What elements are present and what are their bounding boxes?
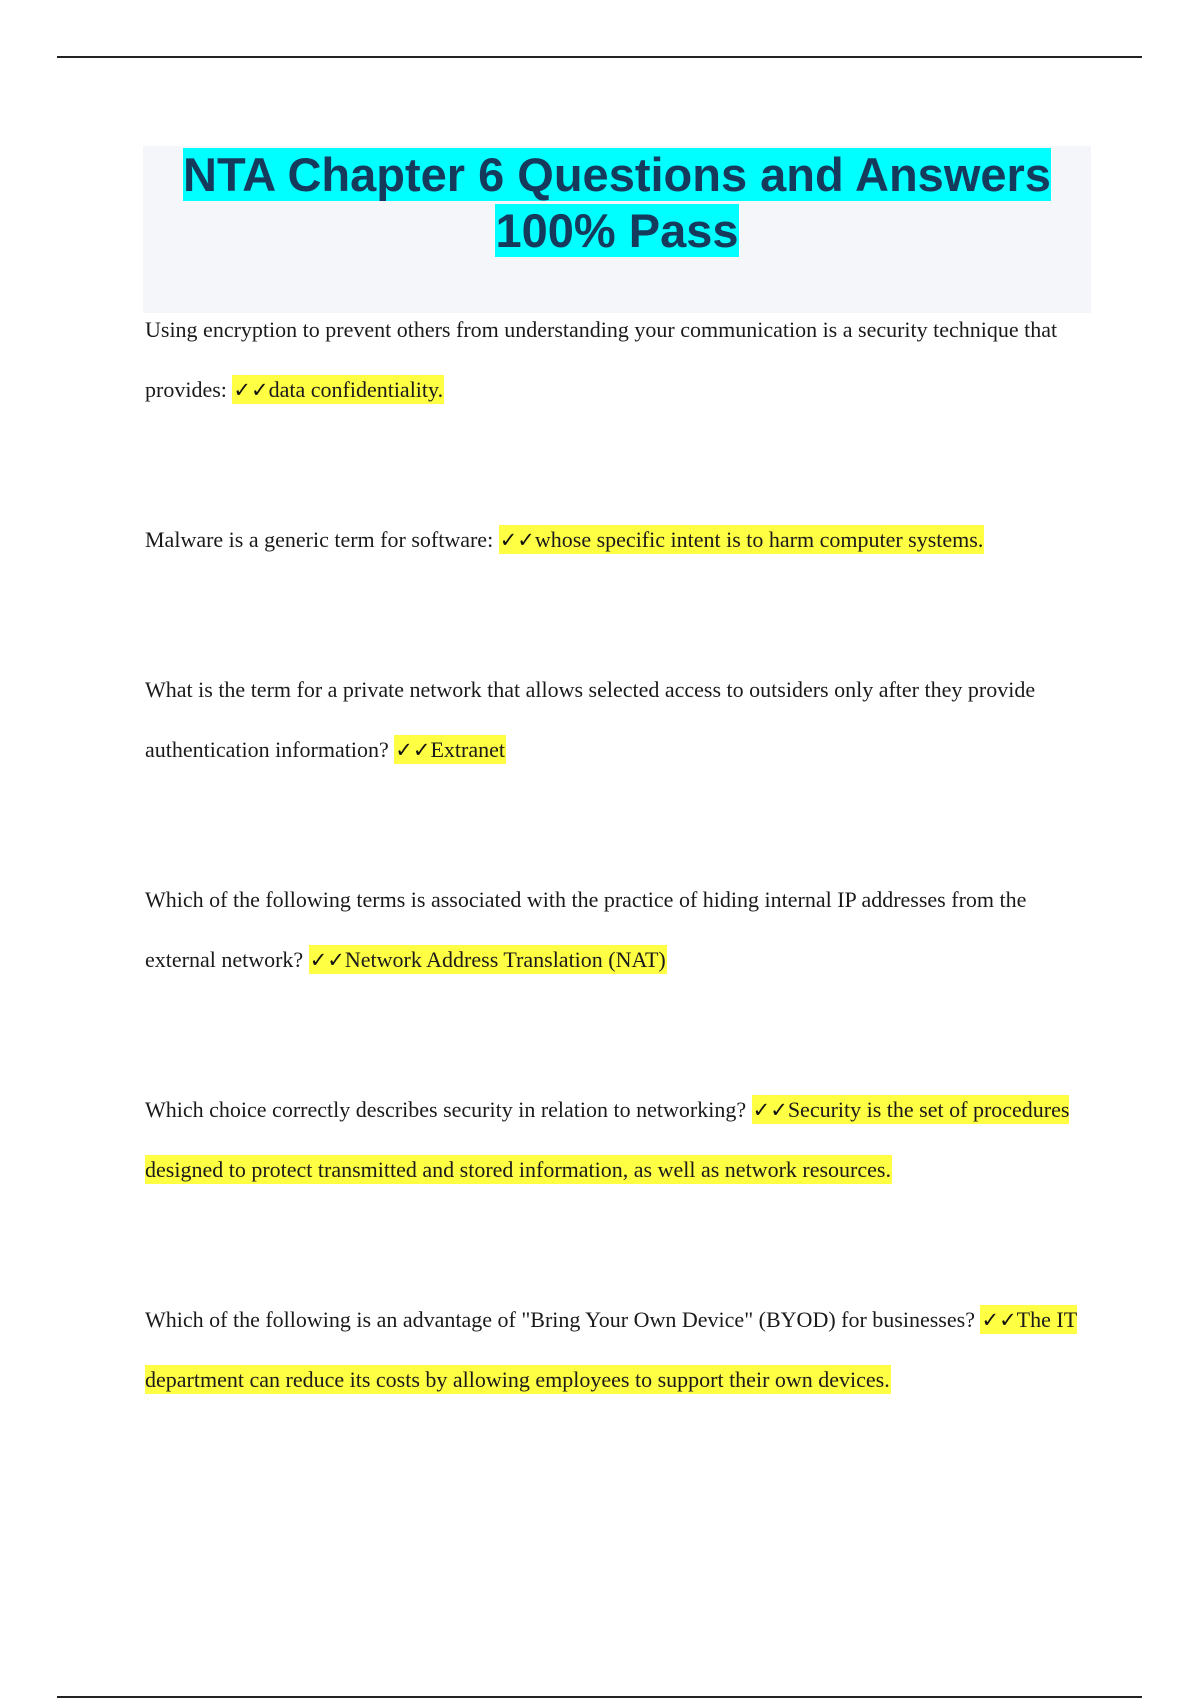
double-check-icon: ✓✓: [981, 1308, 1017, 1332]
answer-highlight: [232, 375, 444, 404]
question-text: Using encryption to prevent others from understanding your communication is a security technique that provides:: [145, 317, 1058, 402]
double-check-icon: ✓✓: [309, 948, 345, 972]
qa-item: [145, 300, 1095, 420]
answer-text: whose specific intent is to harm computer systems.: [534, 527, 984, 552]
question-text: Which of the following is an advantage of "Bring Your Own Device" (BYOD) for businesses?: [145, 1307, 975, 1332]
qa-item: [145, 1080, 1095, 1200]
answer-text: data confidentiality.: [268, 377, 444, 402]
answer-text: Network Address Translation (NAT): [344, 947, 666, 972]
answer-text: Extranet: [430, 737, 505, 762]
title-block: [143, 146, 1091, 313]
qa-item: [145, 510, 1095, 570]
qa-list: [145, 300, 1095, 1500]
question-text: What is the term for a private network that allows selected access to outsiders only after they provide authentication information?: [145, 677, 1036, 762]
question-text: Malware is a generic term for software:: [145, 527, 494, 552]
answer-highlight: [309, 945, 667, 974]
question-text: Which of the following terms is associated with the practice of hiding internal IP addresses from the external network?: [145, 887, 1027, 972]
answer-highlight: [499, 525, 985, 554]
page-title: [143, 146, 1091, 259]
title-line-1: NTA Chapter 6 Questions and Answers: [183, 148, 1051, 201]
bottom-rule: [57, 1696, 1142, 1698]
top-rule: [57, 56, 1142, 58]
answer-highlight: [394, 735, 506, 764]
qa-item: [145, 870, 1095, 990]
qa-item: [145, 660, 1095, 780]
double-check-icon: ✓✓: [752, 1098, 788, 1122]
question-text: Which choice correctly describes security in relation to networking?: [145, 1097, 747, 1122]
double-check-icon: ✓✓: [499, 528, 535, 552]
double-check-icon: ✓✓: [395, 738, 431, 762]
answer-text: Security is the set of procedures designed to protect transmitted and stored information, as well as network resources.: [145, 1097, 1070, 1182]
answer-text: The IT department can reduce its costs by allowing employees to support their own devices.: [145, 1307, 1077, 1392]
double-check-icon: ✓✓: [233, 378, 269, 402]
title-line-2: 100% Pass: [495, 204, 739, 257]
qa-item: [145, 1290, 1095, 1410]
